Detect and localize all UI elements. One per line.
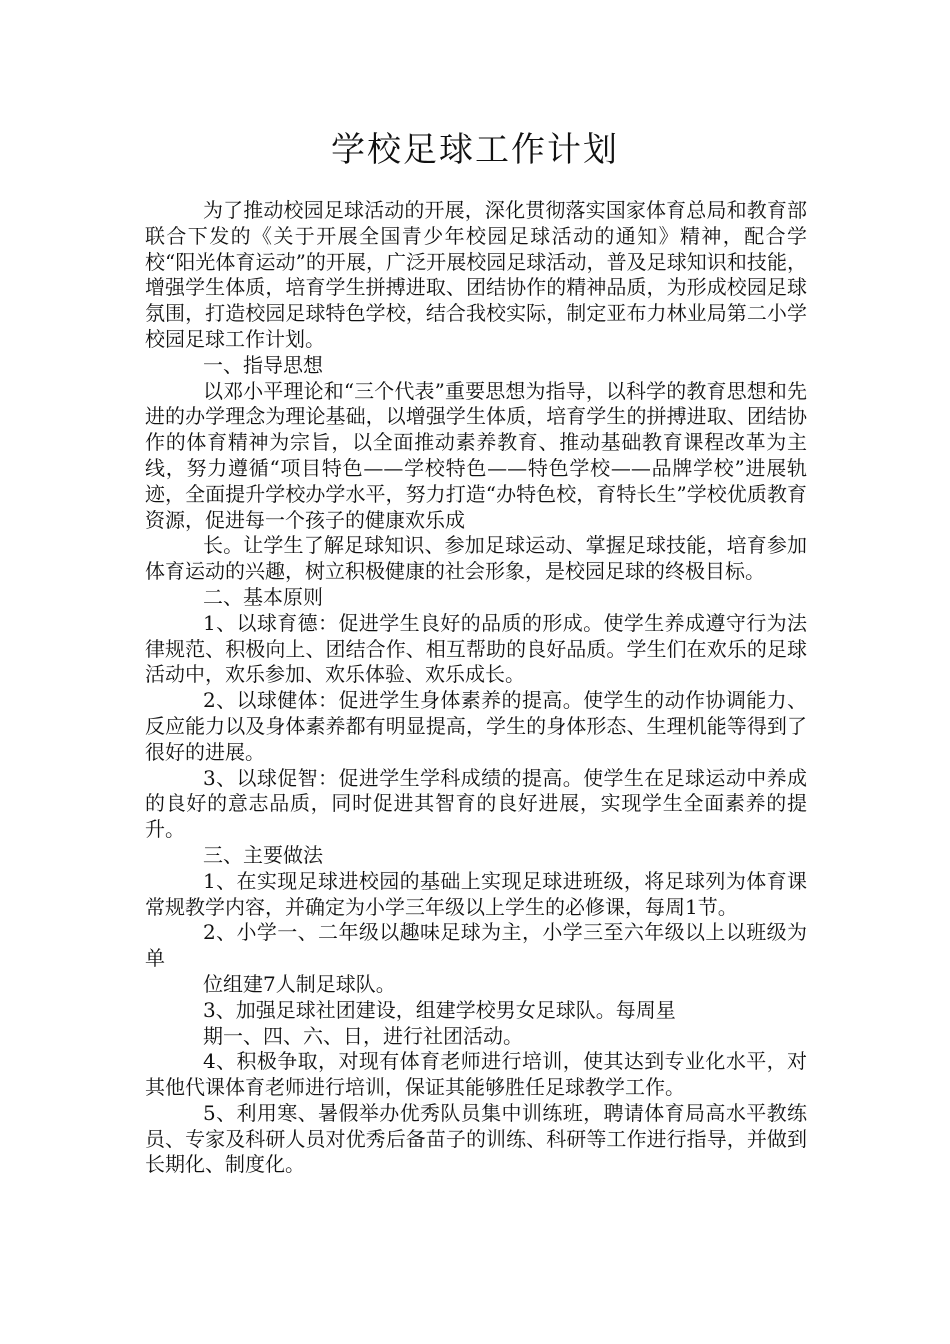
practice-item-2-cont: 位组建7人制足球队。	[203, 971, 396, 996]
practice-item-2: 2、小学一、二年级以趣味足球为主，小学三至六年级以上以班级为单	[145, 920, 807, 971]
practice-item-3-cont: 期一、四、六、日，进行社团活动。	[203, 1023, 523, 1048]
practice-item-5: 5、利用寒、暑假举办优秀队员集中训练班，聘请体育局高水平教练员、专家及科研人员对优秀后备苗子的训练、科研等工作进行指导，并做到长期化、制度化。	[145, 1100, 807, 1177]
guiding-ideology-paragraph: 以邓小平理论和“三个代表”重要思想为指导，以科学的教育思想和先进的办学理念为理论基础，以增强学生体质，培育学生的拼搏进取、团结协作的体育精神为宗旨，以全面推动素养教育、推动基础教育课程改革为主线，努力遵循“项目特色——学校特色——特色学校——品牌学校”进展轨迹，全面提升学校办学水平，努力打造“办特色校，育特长生”学校优质教育资源，促进每一个孩子的健康欢乐成	[145, 378, 807, 532]
practice-item-3: 3、加强足球社团建设，组建学校男女足球队。每周星	[203, 997, 676, 1022]
guiding-ideology-paragraph-cont: 长。让学生了解足球知识、参加足球运动、掌握足球技能，培育参加体育运动的兴趣，树立积极健康的社会形象，是校园足球的终极目标。	[145, 533, 807, 584]
principle-item-3: 3、以球促智：促进学生学科成绩的提高。使学生在足球运动中养成的良好的意志品质，同时促进其智育的良好进展，实现学生全面素养的提升。	[145, 765, 807, 842]
practice-item-4: 4、积极争取，对现有体育老师进行培训，使其达到专业化水平，对其他代课体育老师进行培训，保证其能够胜任足球教学工作。	[145, 1049, 807, 1100]
intro-paragraph: 为了推动校园足球活动的开展，深化贯彻落实国家体育总局和教育部联合下发的《关于开展全国青少年校园足球活动的通知》精神，配合学校“阳光体育运动”的开展，广泛开展校园足球活动，普及足球知识和技能，增强学生体质，培育学生拼搏进取、团结协作的精神品质，为形成校园足球氛围，打造校园足球特色学校，结合我校实际，制定亚布力林业局第二小学校园足球工作计划。	[145, 198, 807, 351]
document-body	[145, 198, 807, 1178]
document-title: 学校足球工作计划	[331, 130, 619, 170]
principle-item-1: 1、以球育德：促进学生良好的品质的形成。使学生养成遵守行为法律规范、积极向上、团结合作、相互帮助的良好品质。学生们在欢乐的足球活动中，欢乐参加、欢乐体验、欢乐成长。	[145, 610, 807, 687]
practice-item-1: 1、在实现足球进校园的基础上实现足球进班级，将足球列为体育课常规教学内容，并确定为小学三年级以上学生的必修课，每周1节。	[145, 868, 807, 919]
section-heading-guiding-ideology: 一、指导思想	[203, 352, 323, 377]
principle-item-2: 2、以球健体：促进学生身体素养的提高。使学生的动作协调能力、反应能力以及身体素养都有明显提高，学生的身体形态、生理机能等得到了很好的进展。	[145, 688, 807, 764]
section-heading-main-practices: 三、主要做法	[203, 842, 323, 867]
section-heading-basic-principles: 二、基本原则	[203, 584, 323, 609]
